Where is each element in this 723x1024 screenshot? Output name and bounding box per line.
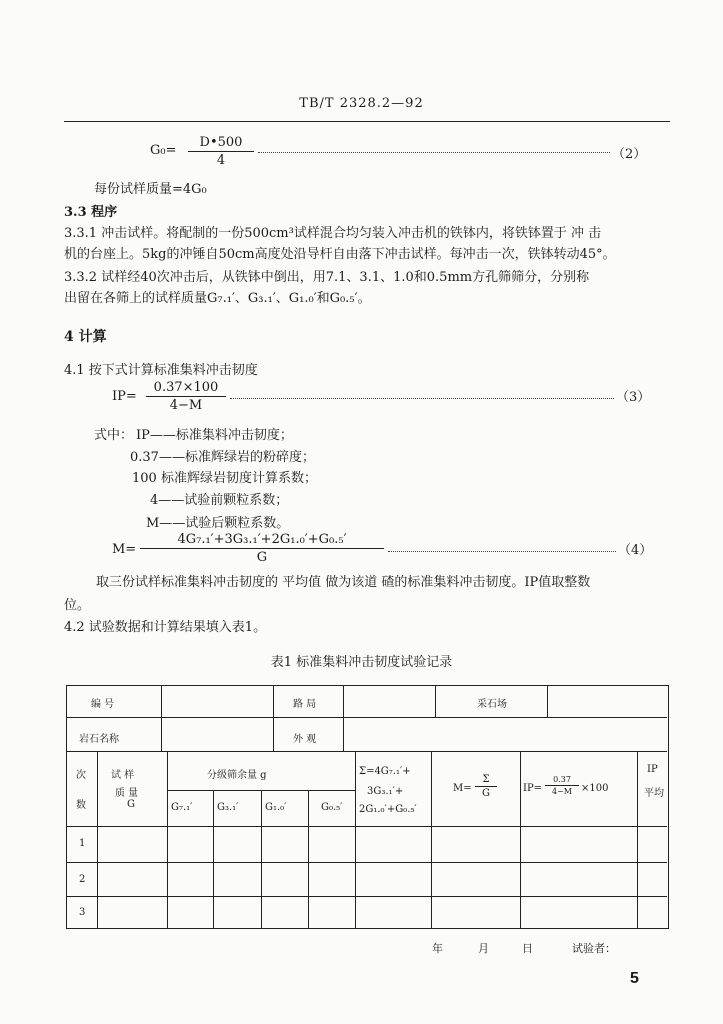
col-m-lhs: M= (453, 783, 472, 794)
def-037: 0.37——标准辉绿岩的粉碎度； (130, 450, 315, 465)
section-3-3-title: 3.3 程序 (64, 205, 118, 220)
table-line (213, 790, 214, 928)
table-line (167, 751, 168, 928)
s331-line2: 机的台座上。5kg的冲锤自50cm高度处沿导杆自由落下冲击试样。每冲击一次，铁钵转动45°。 (64, 247, 616, 262)
col-ip-fraction (545, 775, 579, 796)
table-line (547, 686, 548, 717)
row-index-3: 3 (79, 907, 86, 918)
col-m-fraction (475, 774, 497, 799)
col-ip-avg-1: IP (647, 764, 658, 775)
s42-text: 4.2 试验数据和计算结果填入表1。 (64, 620, 267, 635)
eq3-denominator: 4−M (169, 398, 203, 413)
eq2-lhs: G₀= (150, 143, 177, 158)
eq4-number: （4） (618, 543, 653, 558)
eq3-numerator: 0.37×100 (146, 380, 226, 397)
table-line (261, 790, 262, 928)
footer-month: 月 (478, 942, 489, 955)
eq3-leader (230, 398, 614, 399)
col-ip-avg-2: 平均 (644, 788, 664, 799)
col-times-2: 数 (76, 800, 86, 811)
eq4-fraction (140, 532, 384, 565)
col-m-num: Σ (475, 774, 497, 787)
table-line (97, 751, 98, 928)
label-number: 编 号 (91, 699, 115, 710)
table-line (67, 896, 667, 897)
s332-line1: 3.3.2 试样经40次冲击后，从铁钵中倒出，用7.1、3.1、1.0和0.5mm方孔筛筛分，分别称 (64, 270, 590, 285)
table-line (273, 686, 274, 751)
eq4-denominator: G (256, 550, 268, 565)
table-line (67, 862, 667, 863)
s41-text: 4.1 按下式计算标准集料冲击韧度 (64, 363, 258, 378)
label-quarry: 采石场 (477, 699, 507, 710)
col-m-den: G (482, 788, 490, 799)
def-100: 100 标准辉绿岩韧度计算系数； (132, 471, 317, 486)
eq3-number: （3） (616, 390, 651, 405)
col-g05: G₀.₅′ (321, 802, 343, 813)
eq4-lhs: M= (112, 542, 137, 557)
col-g10: G₁.₀′ (265, 802, 287, 813)
footer-tester: 试验者： (572, 942, 616, 955)
col-times: 次 (76, 770, 86, 781)
eq2-leader (258, 152, 610, 153)
s331-line1: 3.3.1 冲击试样。将配制的一份500cm³试样混合均匀装入冲击机的铁钵内，将铁钵置于 冲 击 (64, 226, 602, 241)
table-line (520, 751, 521, 928)
table-line (67, 717, 667, 718)
col-sum-l2: 3G₃.₁′+ (367, 786, 404, 797)
col-sum-l3: 2G₁.₀′+G₀.₅′ (359, 804, 417, 815)
col-ip-lhs: IP= (523, 783, 543, 794)
eq4-leader (388, 551, 616, 552)
eq2-fraction (188, 135, 254, 168)
table-line (308, 790, 309, 928)
eq3-fraction (146, 380, 226, 413)
avg-line1: 取三份试样标准集料冲击韧度的 平均值 做为该道 碴的标准集料冲击韧度。IP值取整数 (96, 575, 591, 590)
header-rule (64, 121, 670, 122)
table-caption: 表1 标准集料冲击韧度试验记录 (270, 655, 453, 670)
col-g71: G₇.₁′ (171, 802, 193, 813)
footer-day: 日 (522, 942, 533, 955)
defs-intro: 式中： (94, 428, 134, 443)
table-line (161, 686, 162, 751)
label-appearance: 外 观 (293, 734, 317, 745)
label-rock-name: 岩石名称 (79, 734, 119, 745)
row-index-2: 2 (79, 874, 86, 885)
eq4-numerator: 4G₇.₁′+3G₃.₁′+2G₁.₀′+G₀.₅′ (140, 532, 384, 549)
avg-line2: 位。 (64, 598, 91, 613)
col-sum-l1: Σ=4G₇.₁′+ (359, 766, 411, 777)
col-g31: G₃.₁′ (217, 802, 239, 813)
label-bureau: 路 局 (293, 699, 317, 710)
footer-year: 年 (432, 942, 443, 955)
col-sieve-residue: 分级筛余量 g (207, 770, 267, 781)
table-line (435, 686, 436, 717)
s332-line2: 出留在各筛上的试样质量G₇.₁′、G₃.₁′、G₁.₀′和G₀.₅′。 (64, 291, 371, 306)
col-mass-g: G (127, 799, 135, 810)
def-4: 4——试验前颗粒系数； (150, 493, 289, 508)
mass-line: 每份试样质量=4G₀ (94, 182, 207, 197)
eq2-number: （2） (612, 147, 647, 162)
row-index-1: 1 (79, 838, 86, 849)
col-ip-tail: ×100 (581, 783, 609, 794)
col-ip-den: 4−M (552, 787, 572, 796)
table-line (67, 751, 667, 752)
table-line (637, 751, 638, 928)
col-sample: 试 样 (111, 770, 135, 781)
page-number: 5 (630, 970, 639, 987)
table-line (343, 686, 344, 751)
table-line (431, 751, 432, 928)
eq2-denominator: 4 (216, 153, 226, 168)
col-ip-num: 0.37 (545, 775, 579, 786)
col-mass: 质 量 (115, 788, 139, 799)
section-4-title: 4 计算 (64, 329, 107, 345)
def-m: M——试验后颗粒系数。 (146, 516, 290, 531)
eq2-numerator: D•500 (188, 135, 254, 152)
eq3-lhs: IP= (112, 389, 137, 404)
def-ip: IP——标准集料冲击韧度； (136, 428, 293, 443)
table-line (67, 826, 667, 827)
table-line (355, 751, 356, 928)
record-table (66, 685, 669, 929)
standard-code: TB/T 2328.2—92 (299, 96, 424, 111)
